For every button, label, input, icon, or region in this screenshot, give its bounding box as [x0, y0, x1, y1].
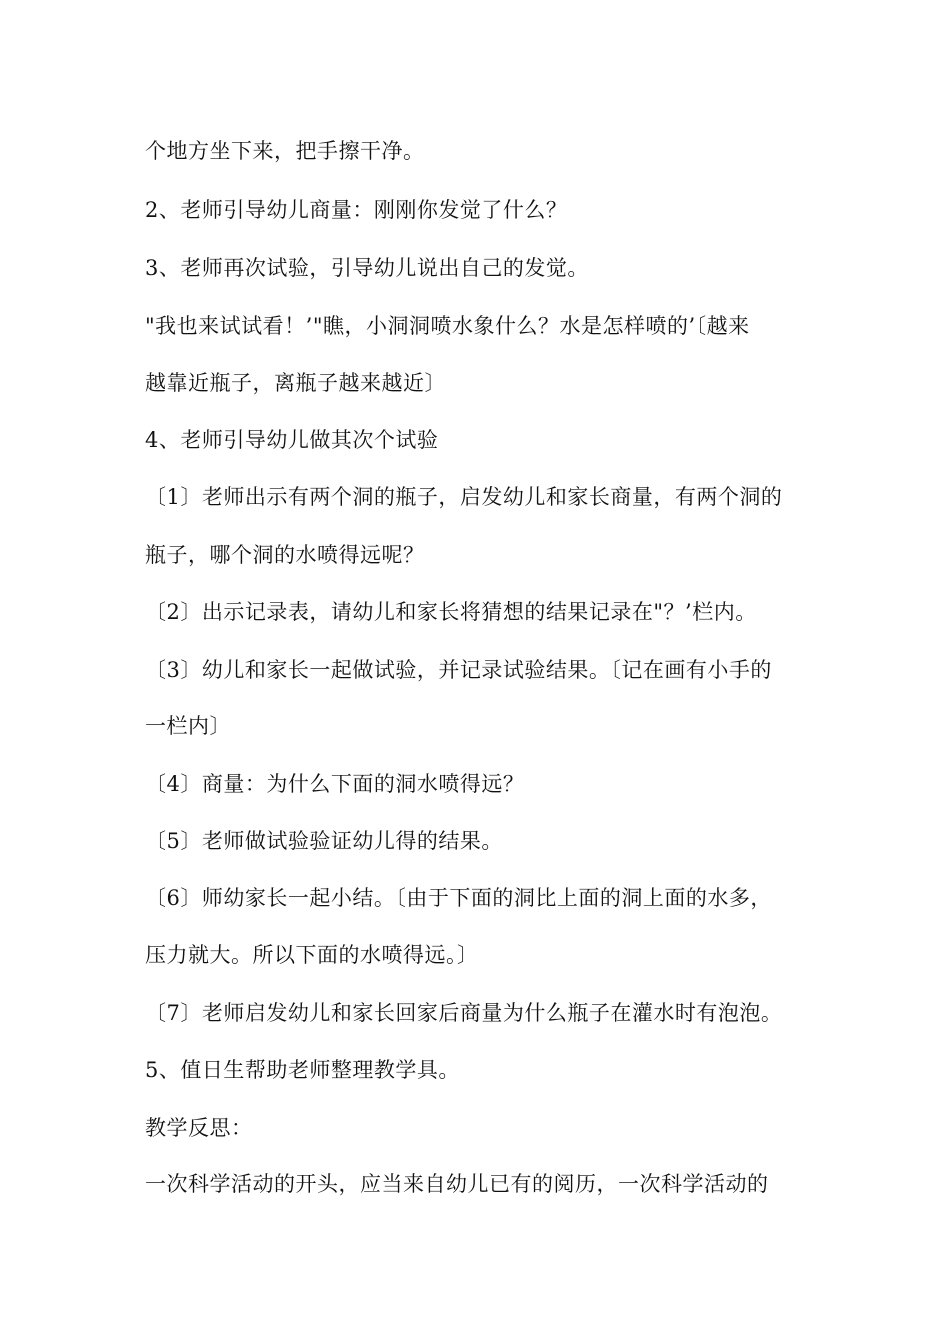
text-line-13: 〔5〕老师做试验验证幼儿得的结果。 — [145, 829, 503, 853]
text-line-4: "我也来试试看！’"瞧，小洞洞喷水象什么？水是怎样喷的’〔越来 — [145, 314, 750, 338]
text-line-5: 越靠近瓶子，离瓶子越来越近〕 — [145, 371, 446, 395]
text-line-17: 5、值日生帮助老师整理教学具。 — [145, 1058, 460, 1082]
text-line-14: 〔6〕师幼家长一起小结。〔由于下面的洞比上面的洞上面的水多， — [145, 886, 772, 910]
text-line-10: 〔3〕幼儿和家长一起做试验，并记录试验结果。〔记在画有小手的 — [145, 658, 772, 682]
text-line-18: 教学反思： — [145, 1116, 253, 1140]
text-line-3: 3、老师再次试验，引导幼儿说出自己的发觉。 — [145, 256, 589, 280]
text-line-8: 瓶子，哪个洞的水喷得远呢？ — [145, 543, 425, 567]
text-line-12: 〔4〕商量：为什么下面的洞水喷得远？ — [145, 772, 525, 796]
text-line-19: 一次科学活动的开头，应当来自幼儿已有的阅历，一次科学活动的 — [145, 1172, 769, 1196]
text-line-6: 4、老师引导幼儿做其次个试验 — [145, 428, 439, 452]
text-line-15: 压力就大。所以下面的水喷得远。〕 — [145, 943, 479, 967]
text-line-7: 〔1〕老师出示有两个洞的瓶子，启发幼儿和家长商量，有两个洞的 — [145, 485, 783, 509]
text-line-16: 〔7〕老师启发幼儿和家长回家后商量为什么瓶子在灌水时有泡泡。 — [145, 1001, 783, 1025]
text-line-11: 一栏内〕 — [145, 714, 231, 738]
text-line-1: 个地方坐下来，把手擦干净。 — [145, 139, 425, 163]
text-line-2: 2、老师引导幼儿商量：刚刚你发觉了什么？ — [145, 198, 568, 222]
text-line-9: 〔2〕出示记录表，请幼儿和家长将猜想的结果记录在"？’栏内。 — [145, 600, 757, 624]
